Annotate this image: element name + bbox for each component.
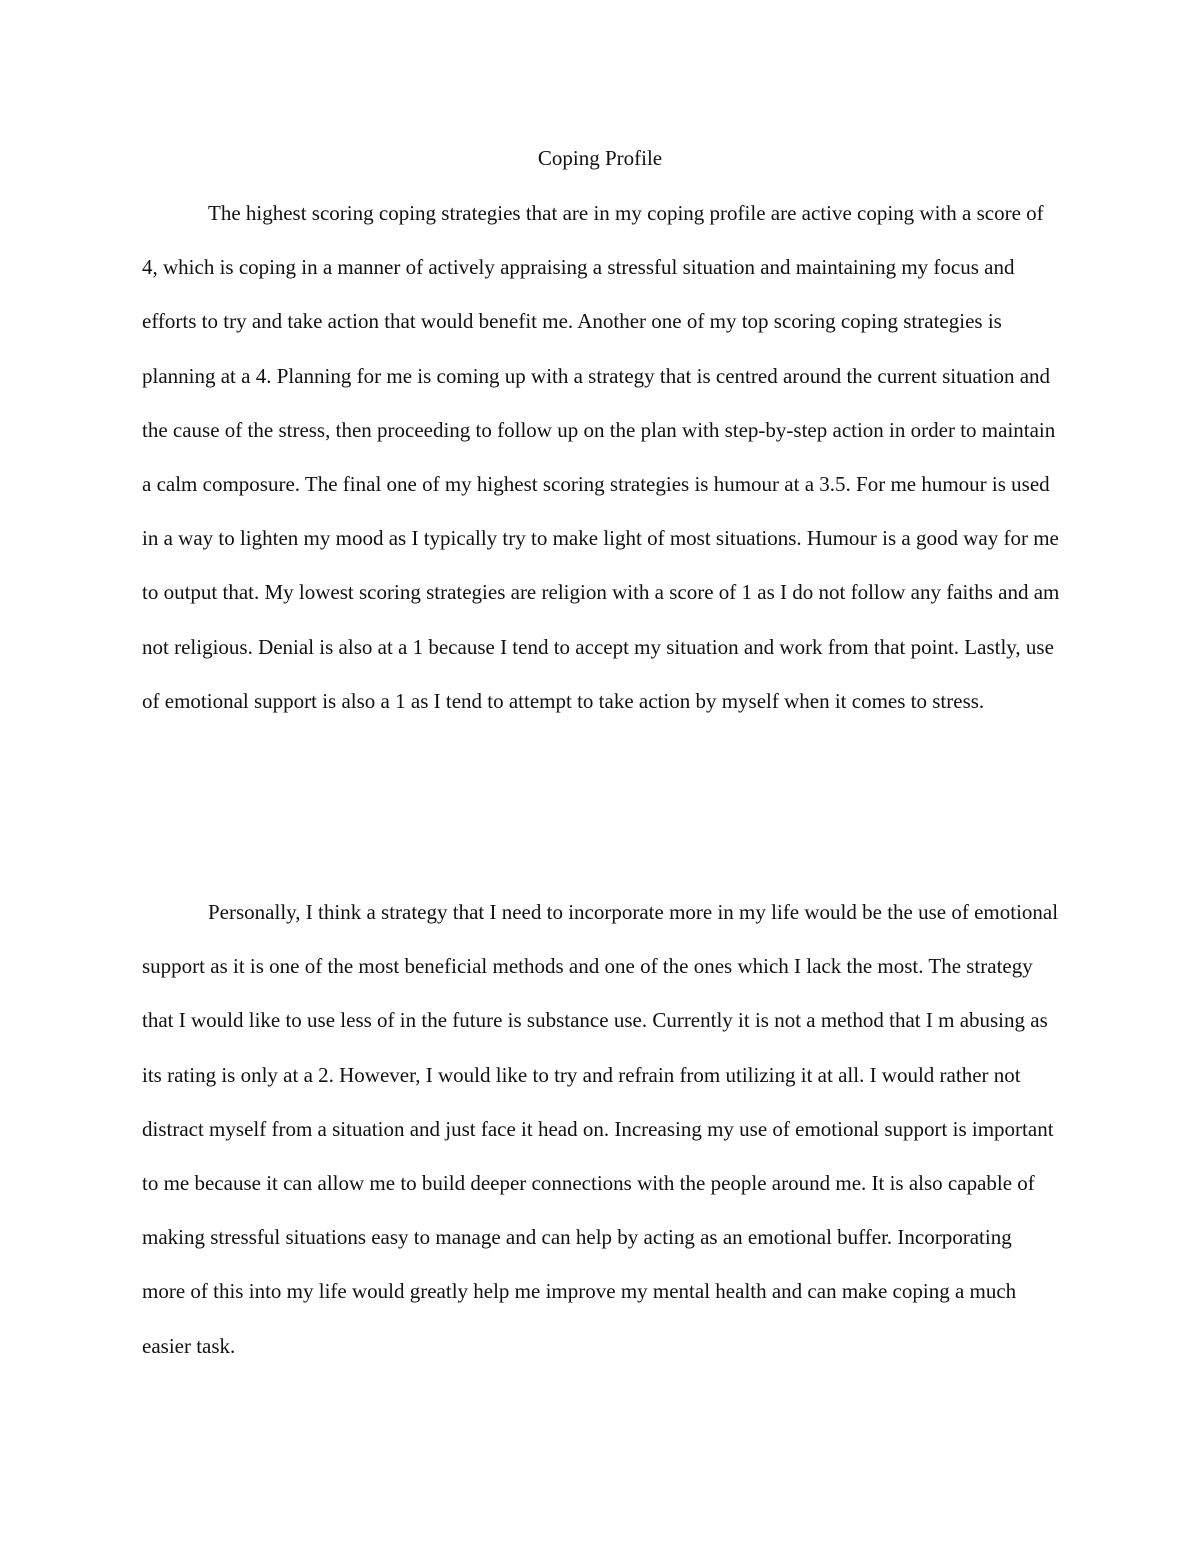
document-title: Coping Profile — [537, 146, 663, 170]
paragraph-coping-strategies: The highest scoring coping strategies that are in my coping profile are active coping with a score of 4, which is coping in a manner of actively appraising a stressful situation and maintaining my focus and efforts to try and take action that would benefit me. Another one of my top scoring coping strategies is planning at a 4. Planning for me is coming up with a strategy that is centred around the current situation and the cause of the stress, then proceeding to follow up on the plan with step-by-step action in order to maintain a calm composure. The final one of my highest scoring strategies is humour at a 3.5. For me humour is used in a way to lighten my mood as I typically try to make light of most situations. Humour is a good way for me to output that. My lowest scoring strategies are religion with a score of 1 as I do not follow any faiths and am not religious. Denial is also at a 1 because I tend to accept my situation and work from that point. Lastly, use of emotional support is also a 1 as I tend to attempt to take action by myself when it comes to stress. — [142, 201, 1060, 713]
paragraph-personal-reflection: Personally, I think a strategy that I need to incorporate more in my life would be the use of emotional support as it is one of the most beneficial methods and one of the ones which I lack the most. The strategy that I would like to use less of in the future is substance use. Currently it is not a method that I m abusing as its rating is only at a 2. However, I would like to try and refrain from utilizing it at all. I would rather not distract myself from a situation and just face it head on. Increasing my use of emotional support is important to me because it can allow me to build deeper connections with the people around me. It is also capable of making stressful situations easy to manage and can help by acting as an emotional buffer. Incorporating more of this into my life would greatly help me improve my mental health and can make coping a much easier task. — [142, 900, 1059, 1358]
